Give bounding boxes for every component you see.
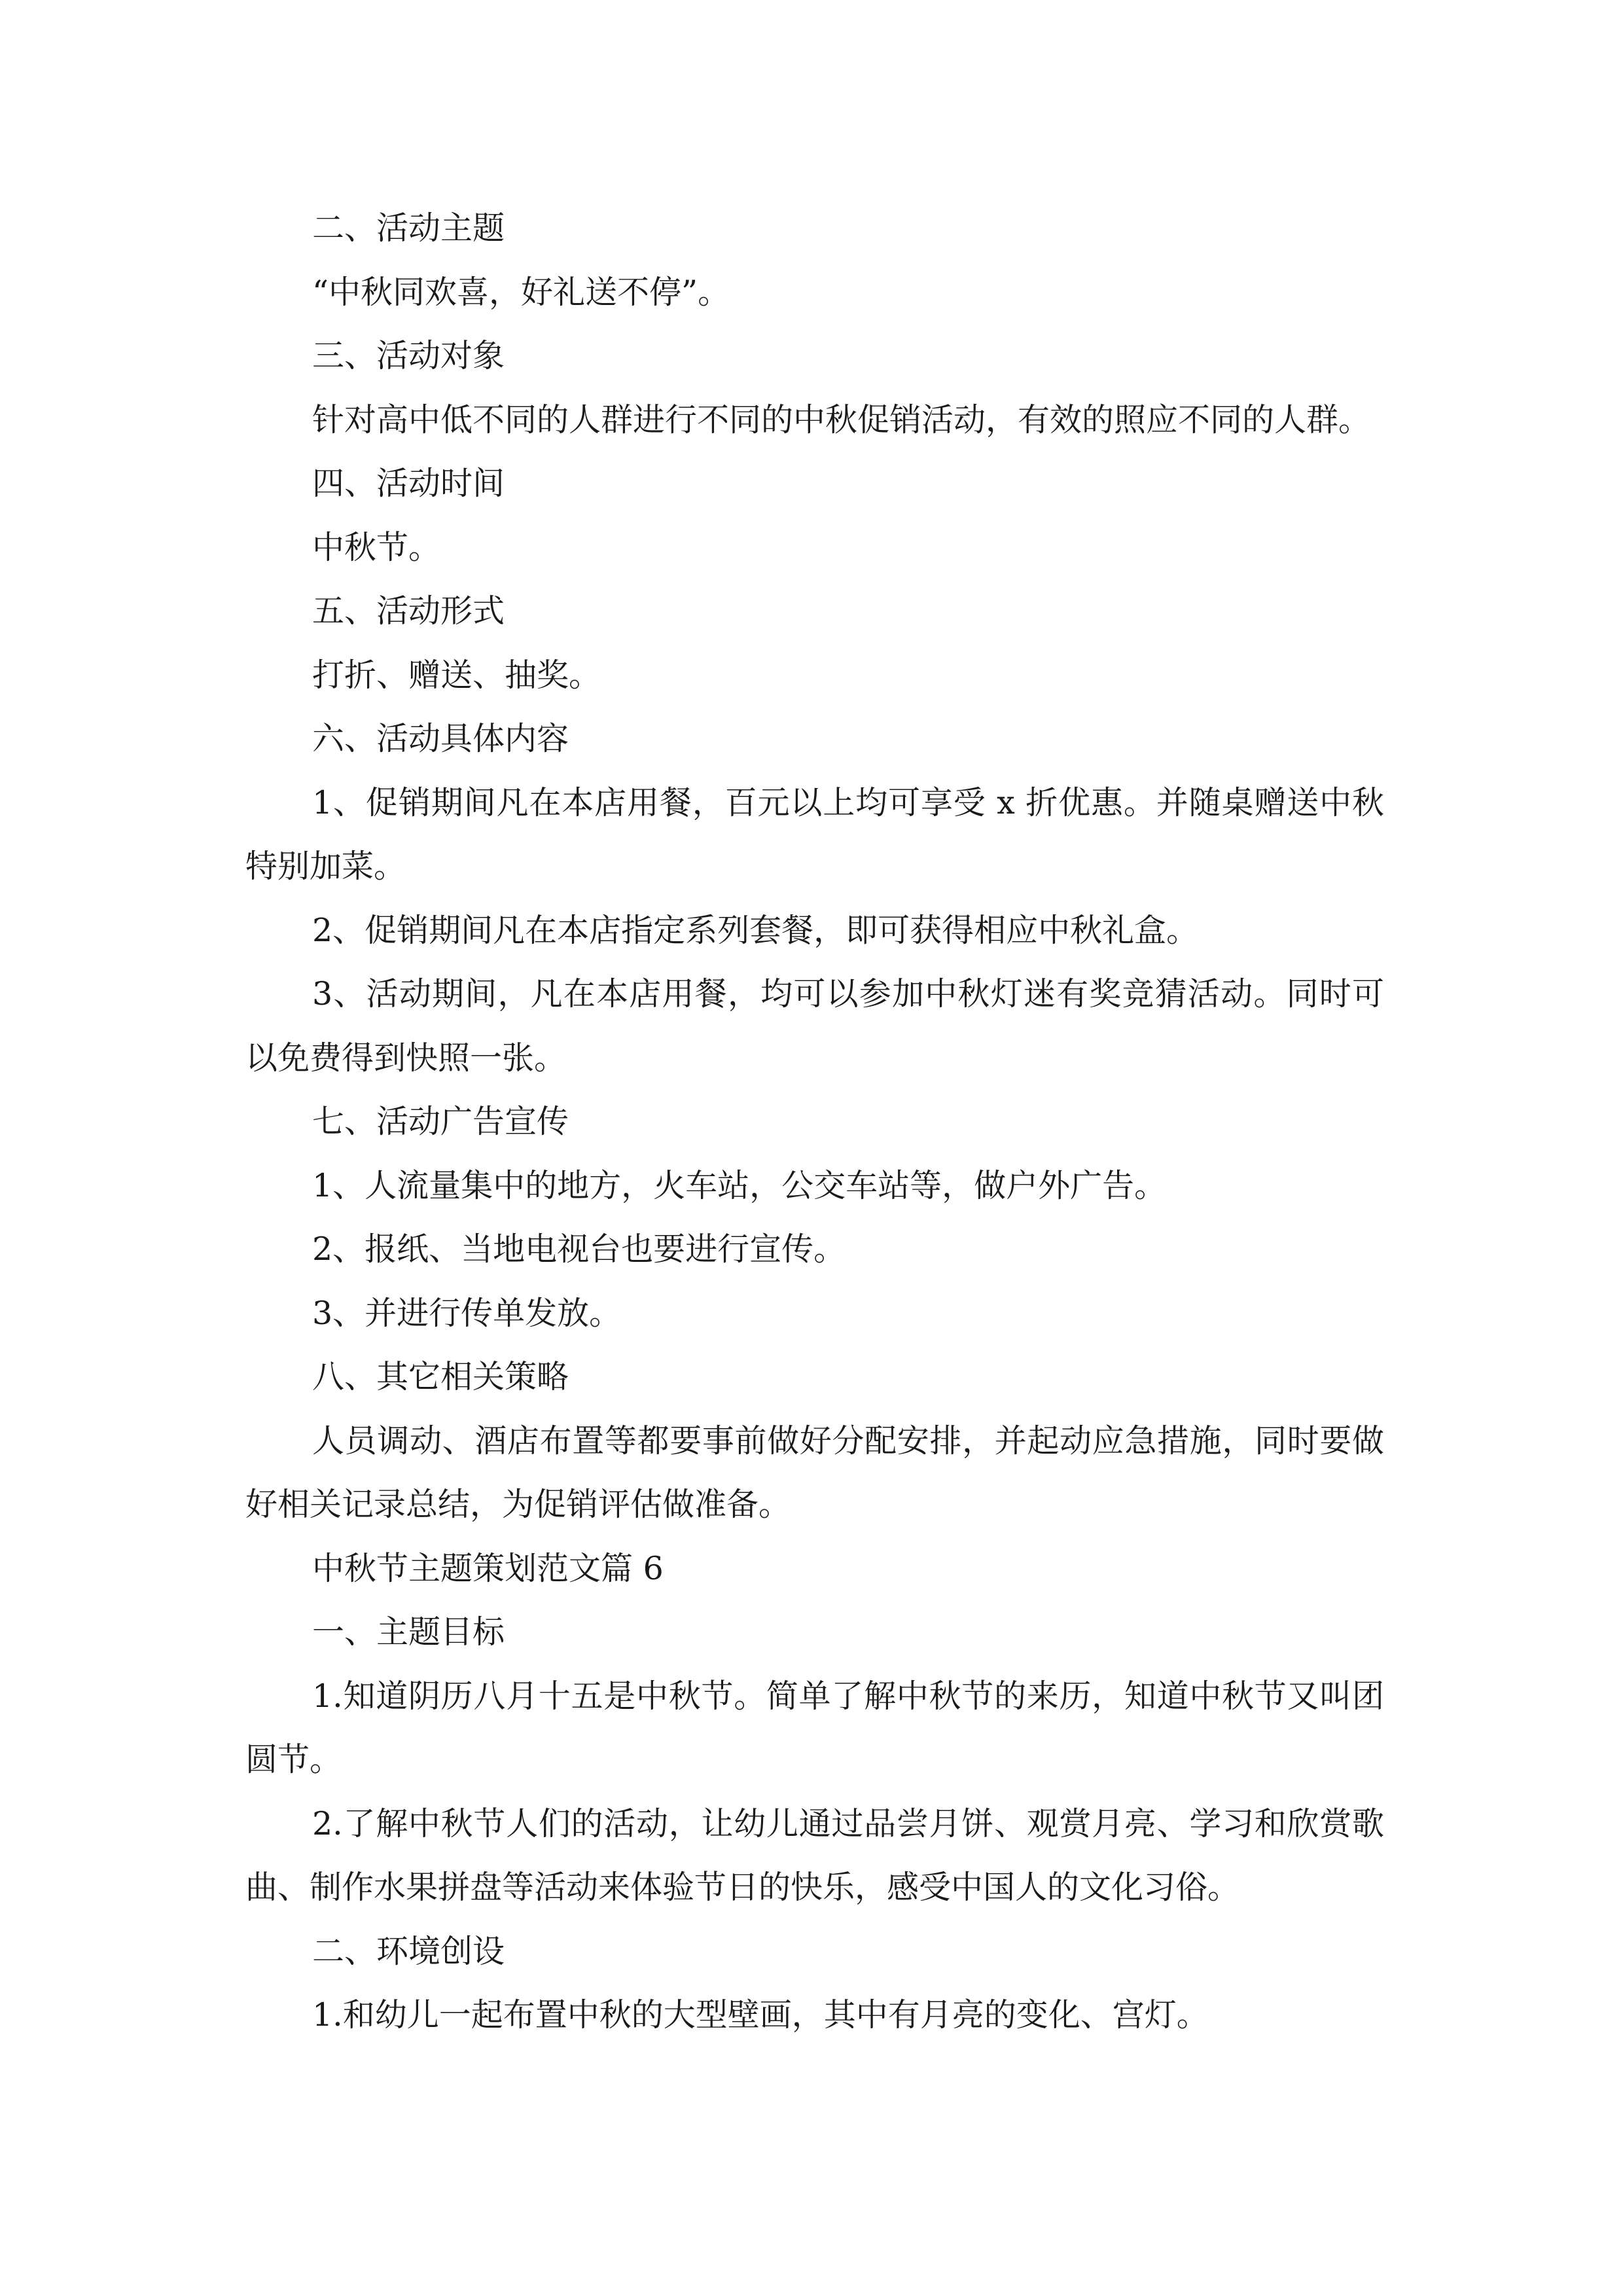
section-heading-goals: 一、主题目标 — [312, 1613, 505, 1651]
paragraph: 针对高中低不同的人群进行不同的中秋促销活动，有效的照应不同的人群。 — [312, 401, 1371, 439]
list-item: 1、促销期间凡在本店用餐，百元以上均可享受 x 折优惠。并随桌赠送中秋特别加菜。 — [245, 783, 1384, 885]
document-body — [245, 196, 1384, 2047]
paragraph: 中秋节。 — [312, 528, 441, 566]
paragraph: “中秋同欢喜，好礼送不停”。 — [312, 273, 730, 311]
list-item: 2、报纸、当地电视台也要进行宣传。 — [312, 1230, 846, 1268]
paragraph: 打折、赠送、抽奖。 — [312, 656, 601, 694]
list-item: 2.了解中秋节人们的活动，让幼儿通过品尝月饼、观赏月亮、学习和欣赏歌曲、制作水果拼盘等活动来体验节日的快乐，感受中国人的文化习俗。 — [245, 1804, 1384, 1906]
section-heading-audience: 三、活动对象 — [312, 337, 505, 374]
list-item: 3、并进行传单发放。 — [312, 1294, 622, 1332]
section-heading-environment: 二、环境创设 — [312, 1932, 505, 1970]
section-heading-theme: 二、活动主题 — [312, 209, 505, 247]
list-item: 1.和幼儿一起布置中秋的大型壁画，其中有月亮的变化、宫灯。 — [312, 1996, 1209, 2034]
list-item: 1、人流量集中的地方，火车站，公交车站等，做户外广告。 — [312, 1166, 1167, 1204]
section-heading-format: 五、活动形式 — [312, 592, 505, 630]
list-item: 3、活动期间，凡在本店用餐，均可以参加中秋灯迷有奖竞猜活动。同时可以免费得到快照一张。 — [245, 975, 1384, 1077]
list-item: 2、促销期间凡在本店指定系列套餐，即可获得相应中秋礼盒。 — [312, 911, 1199, 949]
article-title: 中秋节主题策划范文篇 6 — [312, 1549, 664, 1587]
section-heading-content: 六、活动具体内容 — [312, 720, 569, 757]
section-heading-time: 四、活动时间 — [312, 465, 505, 502]
paragraph: 人员调动、酒店布置等都要事前做好分配安排，并起动应急措施，同时要做好相关记录总结，为促销评估做准备。 — [245, 1422, 1384, 1523]
list-item: 1.知道阴历八月十五是中秋节。简单了解中秋节的来历，知道中秋节又叫团圆节。 — [245, 1677, 1384, 1778]
section-heading-strategy: 八、其它相关策略 — [312, 1358, 569, 1395]
section-heading-advertising: 七、活动广告宣传 — [312, 1103, 569, 1140]
